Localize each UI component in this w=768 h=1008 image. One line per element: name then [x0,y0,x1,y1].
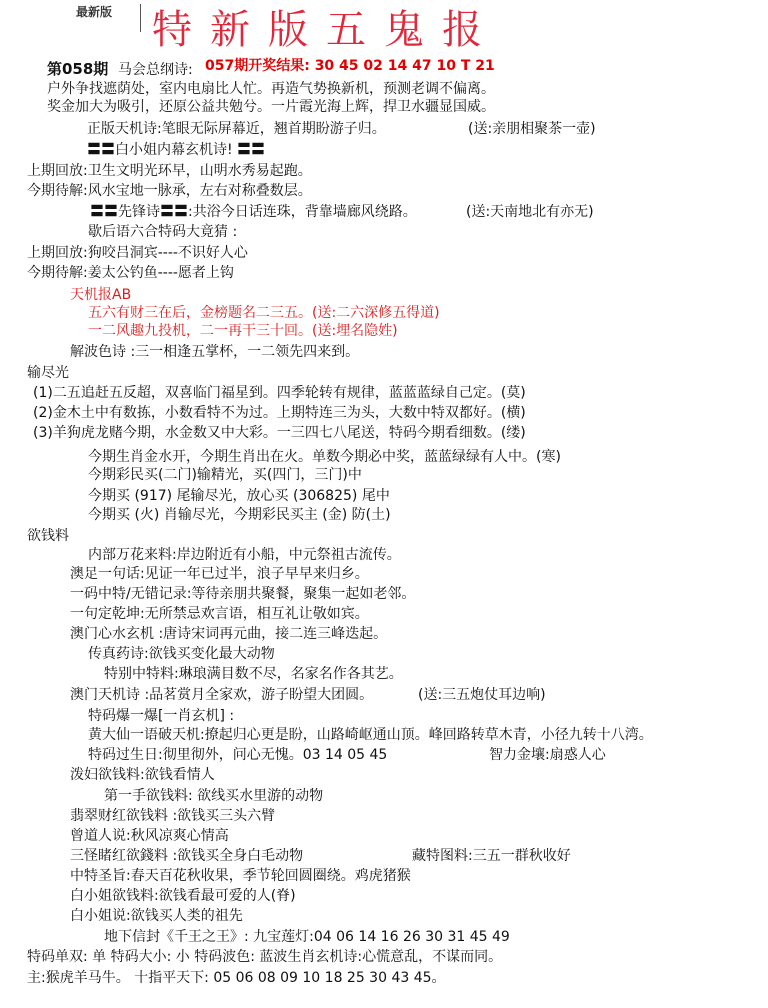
fax-poem: 传真药诗:欲钱买变化最大动物 [88,646,275,662]
lose-all-item-1: (1)二五追赶五反超，双喜临门福星到。四季轮转有规律，蓝蓝蓝绿自己定。(莫) [33,385,526,401]
pioneer-gift: (送:天南地北有亦无) [466,204,594,220]
idiom-heading: 歇后语六合特码大竟猜 : [88,224,238,240]
tail-line: 今期买 (917) 尾输尽光，放心买 (306825) 尾中 [88,488,390,504]
tianji-ab-line-2: 一二风趣九投机，二一再干三十回。(送:埋名隐姓) [88,323,398,339]
wave-color-poem: 解波色诗 :三一相逢五掌杯，一二领先四来到。 [70,344,360,360]
to-solve-1: 今期待解:风水宝地一脉承，左右对称叠数层。 [27,183,312,199]
qiankun-line: 一句定乾坤:无所禁忌欢言语，相互礼让敬如宾。 [70,606,369,622]
tianji-poem: 正版天机诗:笔眼无际屏幕近，翘首期盼游子归。 [87,121,386,137]
one-code-record: 一码中特/无错记录:等待亲朋共聚餐，聚集一起如老邻。 [70,586,416,602]
special-burst: 特码爆一爆[一肖玄机] : [88,708,235,724]
last-review-2: 上期回放:狗咬吕洞宾----不识好人心 [27,245,248,261]
header-divider [140,4,141,32]
tianji-gift: (送:亲朋相聚茶一壶) [468,121,596,137]
page-title: 特新版五鬼报 [152,7,500,53]
to-solve-2: 今期待解:姜太公钓鱼----愿者上钩 [27,265,234,281]
element-line: 今期买 (火) 肖输尽光，今期彩民买主 (金) 防(土) [88,507,391,523]
tianji-ab-heading: 天机报AB [70,287,132,303]
macau-tianji-gift: (送:三五炮仗耳边响) [418,687,546,703]
pioneer-poem: 〓〓先锋诗〓〓:共浴今日话连珠，背靠墙廊风绕路。 [90,204,417,220]
taoist-says: 曾道人说:秋风凉爽心情高 [70,828,229,844]
imperial-edict: 中特圣旨:春天百花秋收果，季节轮回圆圈绕。鸡虎猪猴 [70,868,411,884]
special-code: 特别中特料:琳琅满目数不尽，名家名作各其艺。 [104,666,403,682]
bai-xiaojie-says: 白小姐说:欲钱买人类的祖先 [70,908,243,924]
draw-result: 057期开奖结果: 30 45 02 14 47 10 T 21 [205,58,495,74]
lose-all-heading: 输尽光 [27,365,69,381]
edition-label: 最新版 [76,5,113,19]
zodiac-line: 今期生肖金水开，今期生肖出在火。单数今期必中奖，蓝蓝绿绿有人中。(寒) [88,449,561,465]
underground-envelope: 地下信封《千王之王》: 九宝莲灯:04 06 14 16 26 30 31 45 49 [104,929,510,945]
code-birthday: 特码过生日:彻里彻外，问心无愧。03 14 05 45 [88,747,388,763]
intro-line-2: 奖金加大为吸引，还原公益共勉兮。一片霞光海上辉，捍卫水疆显国威。 [47,99,495,115]
three-oddities: 三怪睹红欲錢料 :欲钱买全身白毛动物 [70,848,304,864]
macau-xinshui: 澳门心水玄机 :唐诗宋词再元曲，接二连三峰迭起。 [70,626,388,642]
gate-line: 今期彩民买(二门)输精光，买(四门，三门)中 [88,467,362,483]
macau-tianji-poem: 澳门天机诗 :品茗赏月全家欢，游子盼望大团圆。 [70,687,374,703]
bai-xiaojie-money: 白小姐欲钱料:欲钱看最可爱的人(脊) [70,888,296,904]
poem-label: 马会总纲诗: [118,62,193,78]
code-attributes: 特码单双: 单 特码大小: 小 特码波色: 蓝波生肖玄机诗:心慌意乱，不谋而同。 [27,949,503,965]
tianji-ab-line-1: 五六有财三在后，金榜题名二三五。(送:二六深修五得道) [88,305,440,321]
last-review-1: 上期回放:卫生文明光环早，山明水秀易起跑。 [27,163,312,179]
wisdom-line: 智力金壤:扇惑人心 [489,747,606,763]
lose-all-item-2: (2)金木土中有数拣，小数看特不为过。上期特连三为头，大数中特双都好。(横) [33,405,526,421]
shrew-money: 泼妇欲钱料:欲钱看情人 [70,767,215,783]
money-heading: 欲钱料 [27,528,69,544]
bai-xiaojie-heading: 〓〓白小姐内幕玄机诗! 〓〓 [87,142,266,158]
intro-line-1: 户外争找遮荫处，室内电扇比人忙。再造气势换新机，预测老调不偏离。 [47,81,495,97]
wong-tai-sin: 黄大仙一语破天机:撩起归心更是盼，山路崎岖通山顶。峰回路转草木青，小径九转十八湾。 [88,727,653,743]
main-zodiac: 主:猴虎羊马牛。 十指平天下: 05 06 08 09 10 18 25 30 43 45。 [27,970,446,986]
jade-money: 翡翠财红欲钱料 :欲钱买三头六臂 [70,808,276,824]
issue-period: 第058期 [47,60,109,78]
insider-flower: 内部万花来料:岸边附近有小船，中元祭祖古流传。 [88,547,401,563]
lose-all-item-3: (3)羊狗虎龙赌今期，水金数又中大彩。一三四七八尾送，特码今期看细数。(缕) [33,425,526,441]
macau-one-sentence: 澳足一句话:见证一年已过半，浪子早早来归乡。 [70,566,369,582]
hidden-chart: 藏特图料:三五一群秋收好 [412,848,571,864]
first-hand-money: 第一手欲钱料: 欲线买水里游的动物 [104,788,324,804]
